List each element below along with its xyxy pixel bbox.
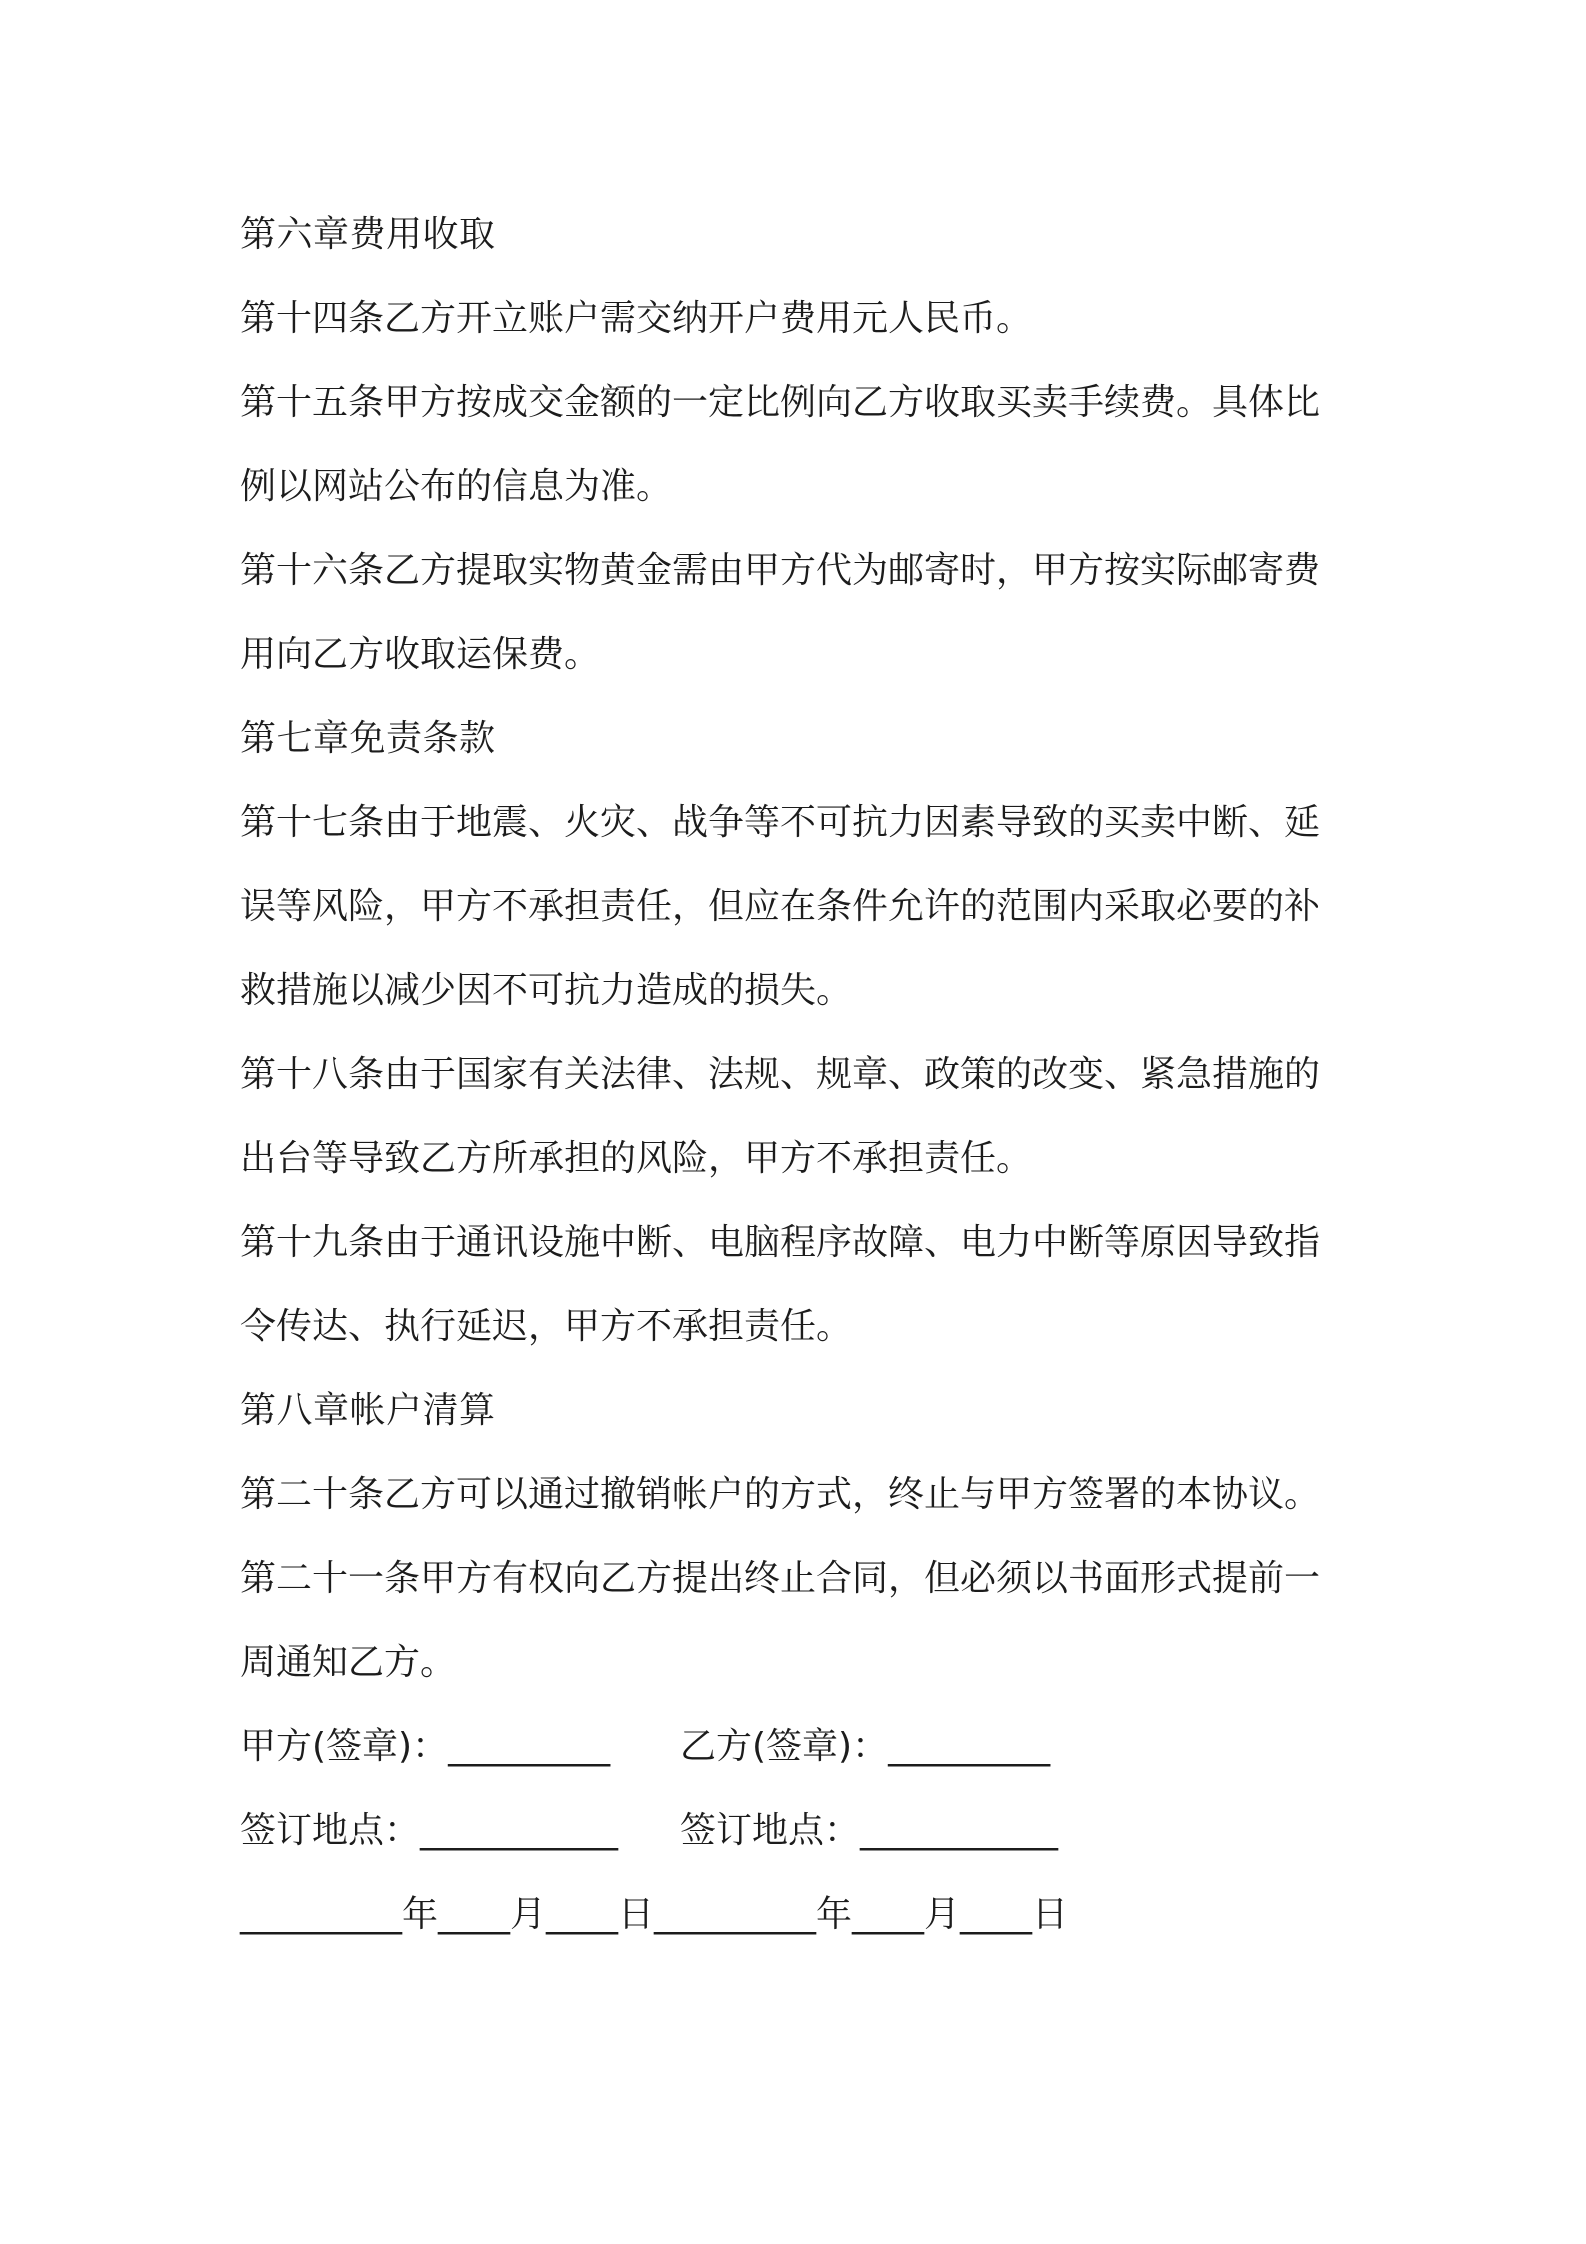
paragraph-line: 第十五条甲方按成交金额的一定比例向乙方收取买卖手续费。具体比 — [240, 382, 1321, 423]
paragraph-line: 救措施以减少因不可抗力造成的损失。 — [240, 970, 853, 1011]
signature-row — [240, 1705, 1360, 1789]
paragraph-line: 误等风险，甲方不承担责任，但应在条件允许的范围内采取必要的补 — [240, 886, 1321, 927]
paragraph-line: 第十四条乙方开立账户需交纳开户费用元人民币。 — [240, 298, 1033, 339]
paragraph-line: 第十九条由于通讯设施中断、电脑程序故障、电力中断等原因导致指 — [240, 1222, 1321, 1263]
party-b-signature: 乙方(签章)：_________ — [680, 1726, 1051, 1767]
paragraph-line: 第十七条由于地震、火灾、战争等不可抗力因素导致的买卖中断、延 — [240, 802, 1321, 843]
party-a-signature: 甲方(签章)：_________ — [240, 1726, 611, 1767]
document-body — [240, 193, 1360, 1957]
paragraph-line: 第二十一条甲方有权向乙方提出终止合同，但必须以书面形式提前一 — [240, 1558, 1321, 1599]
party-a-signing-place: 签订地点：___________ — [240, 1810, 619, 1851]
paragraph-line: 出台等导致乙方所承担的风险，甲方不承担责任。 — [240, 1138, 1033, 1179]
party-b-signing-place: 签订地点：___________ — [680, 1810, 1059, 1851]
paragraph-line: 周通知乙方。 — [240, 1642, 457, 1683]
signing-date-row — [240, 1873, 1360, 1957]
paragraph-line: 用向乙方收取运保费。 — [240, 634, 601, 675]
signing-dates: _________年____月____日_________年____月____日 — [240, 1894, 1068, 1935]
paragraph-line: 第十六条乙方提取实物黄金需由甲方代为邮寄时，甲方按实际邮寄费 — [240, 550, 1321, 591]
paragraph-line: 第二十条乙方可以通过撤销帐户的方式，终止与甲方签署的本协议。 — [240, 1474, 1321, 1515]
paragraph-line: 例以网站公布的信息为准。 — [240, 466, 673, 507]
paragraph-line: 第十八条由于国家有关法律、法规、规章、政策的改变、紧急措施的 — [240, 1054, 1321, 1095]
chapter-heading: 第七章免责条款 — [240, 718, 496, 759]
paragraph-line: 令传达、执行延迟，甲方不承担责任。 — [240, 1306, 853, 1347]
signing-place-row — [240, 1789, 1360, 1873]
chapter-heading: 第八章帐户清算 — [240, 1390, 496, 1431]
chapter-heading: 第六章费用收取 — [240, 214, 496, 255]
